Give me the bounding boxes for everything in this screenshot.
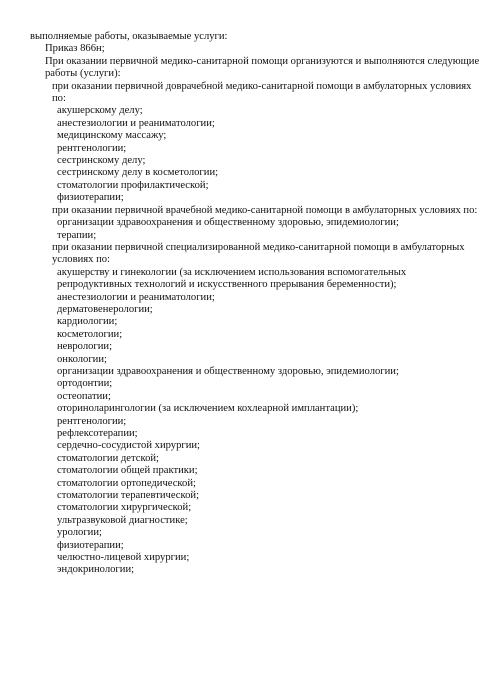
document-line: стоматологии хирургической; <box>57 502 192 514</box>
document-line: стоматологии ортопедической; <box>57 477 196 489</box>
document-line: физиотерапии; <box>57 539 124 551</box>
document-line: дерматовенерологии; <box>57 303 153 315</box>
document-line: физиотерапии; <box>57 192 124 204</box>
document-line: рефлексотерапии; <box>57 428 138 439</box>
document-line: рентгенологии; <box>57 415 127 427</box>
document-line: ультразвуковой диагностике; <box>57 514 188 526</box>
document-body <box>30 31 482 577</box>
document-line: организации здравоохранения и общественному здоровью, эпидемиологии; <box>57 365 399 377</box>
document-line: онкологии; <box>57 353 107 365</box>
document-line: сестринскому делу; <box>57 155 146 167</box>
document-line: организации здравоохранения и общественному здоровью, эпидемиологии; <box>57 217 399 229</box>
document-line: при оказании первичной доврачебной медико-санитарной помощи в амбулаторных условиях по: <box>52 80 472 105</box>
document-line: стоматологии детской; <box>57 452 159 464</box>
document-line: стоматологии профилактической; <box>57 179 209 191</box>
document-line: стоматологии терапевтической; <box>57 490 200 502</box>
document-line: При оказании первичной медико-санитарной помощи организуются и выполняются следующие работы (услуги): <box>45 55 480 80</box>
document-line: рентгенологии; <box>57 142 127 154</box>
document-line: акушерству и гинекологии (за исключением использования вспомогательных репродуктивных технологий и искусственного прерывания беременности); <box>57 266 407 291</box>
document-line: оториноларингологии (за исключением кохлеарной имплантации); <box>57 403 359 415</box>
document-line: челюстно-лицевой хирургии; <box>57 552 190 564</box>
document-line: акушерскому делу; <box>57 105 143 117</box>
document-line: Приказ 866н; <box>45 43 105 55</box>
document-line: анестезиологии и реаниматологии; <box>57 291 215 303</box>
document-heading-line: выполняемые работы, оказываемые услуги: <box>30 31 228 42</box>
document-line: медицинскому массажу; <box>57 130 167 142</box>
document-line: сестринскому делу в косметологии; <box>57 167 219 179</box>
document-line: при оказании первичной специализированной медико-санитарной помощи в амбулаторных условиях по: <box>52 241 465 266</box>
document-line: неврологии; <box>57 341 113 353</box>
document-line: остеопатии; <box>57 390 111 402</box>
document-line: кардиологии; <box>57 316 118 328</box>
document-line: урологии; <box>57 527 102 539</box>
document-line: анестезиологии и реаниматологии; <box>57 117 215 129</box>
document-line: терапии; <box>57 229 97 241</box>
document-line: стоматологии общей практики; <box>57 465 198 477</box>
document-line: эндокринологии; <box>57 564 135 576</box>
document-line: при оказании первичной врачебной медико-санитарной помощи в амбулаторных условиях по: <box>52 204 478 216</box>
document-line: сердечно-сосудистой хирургии; <box>57 440 201 452</box>
document-line: косметологии; <box>57 328 123 340</box>
document-line: ортодонтии; <box>57 378 113 390</box>
